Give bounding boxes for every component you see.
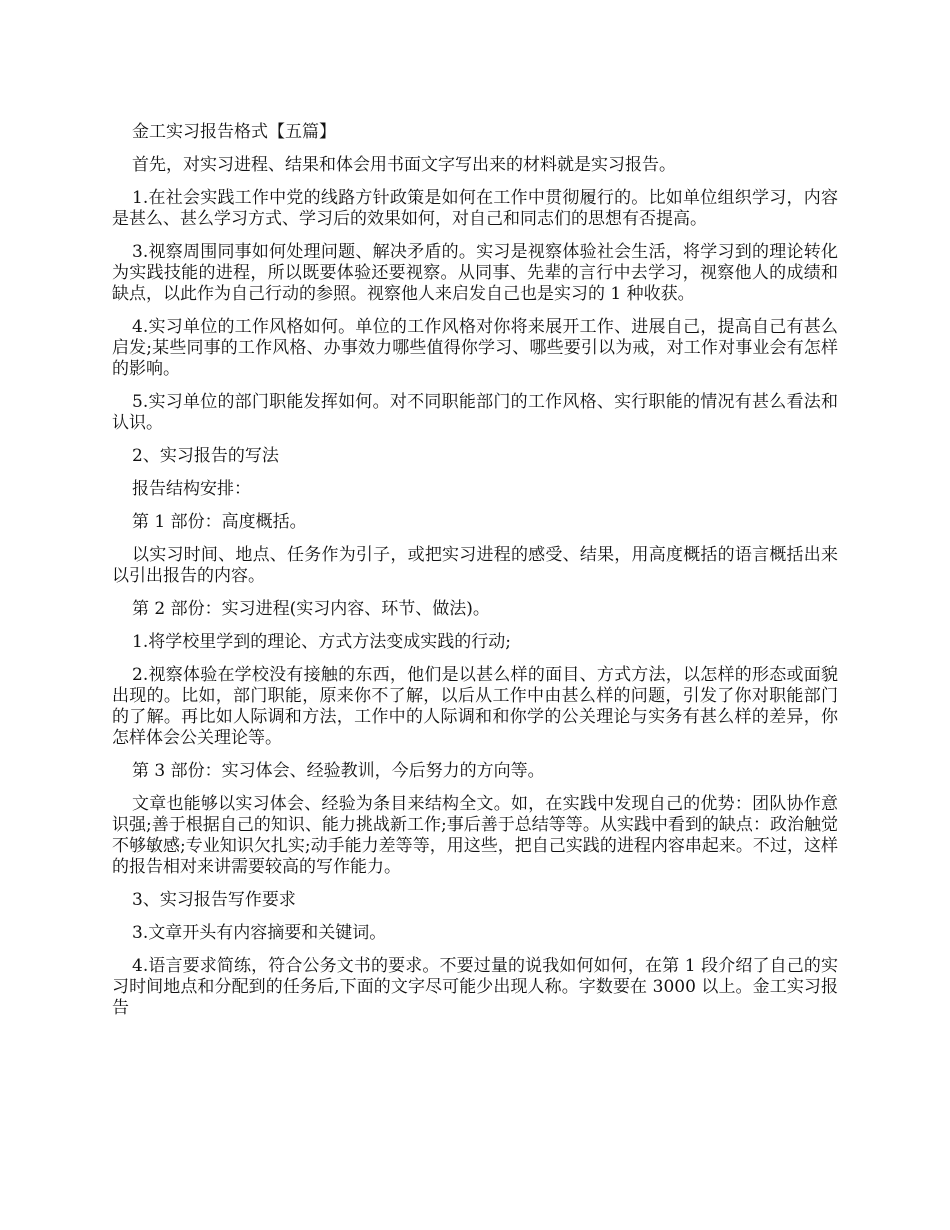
section-heading: 2、实习报告的写法 [132, 446, 279, 466]
section-heading: 3、实习报告写作要求 [132, 890, 296, 910]
paragraph: 第 3 部份：实习体会、经验教训，今后努力的方向等。 [132, 761, 545, 781]
document-body [112, 122, 838, 1031]
paragraph: 1.在社会实践工作中党的线路方针政策是如何在工作中贯彻履行的。比如单位组织学习，内容是甚么、甚么学习方式、学习后的效果如何，对自己和同志们的思想有否提高。 [112, 188, 838, 229]
paragraph: 第 2 部份：实习进程(实习内容、环节、做法)。 [132, 599, 490, 619]
paragraph: 3.文章开头有内容摘要和关键词。 [132, 923, 387, 943]
paragraph: 第 1 部份：高度概括。 [132, 512, 307, 532]
paragraph: 5.实习单位的部门职能发挥如何。对不同职能部门的工作风格、实行职能的情况有甚么看法和认识。 [112, 392, 838, 433]
paragraph: 3.视察周围同事如何处理问题、解决矛盾的。实习是视察体验社会生活，将学习到的理论转化为实践技能的进程，所以既要体验还要视察。从同事、先辈的言行中去学习，视察他人的成绩和缺点，以此作为自己行动的参照。视察他人来启发自己也是实习的 1 种收获。 [112, 242, 838, 304]
document-title: 金工实习报告格式【五篇】 [132, 122, 336, 142]
paragraph: 文章也能够以实习体会、经验为条目来结构全文。如，在实践中发现自己的优势：团队协作意识强;善于根据自己的知识、能力挑战新工作;事后善于总结等等。从实践中看到的缺点：政治触觉不够敏感;专业知识欠扎实;动手能力差等等，用这些，把自己实践的进程内容串起来。不过，这样的报告相对来讲需要较高的写作能力。 [112, 794, 839, 877]
paragraph: 2.视察体验在学校没有接触的东西，他们是以甚么样的面目、方式方法，以怎样的形态或面貌出现的。比如，部门职能，原来你不了解，以后从工作中由甚么样的问题，引发了你对职能部门的了解。再比如人际调和方法，工作中的人际调和和你学的公关理论与实务有甚么样的差异，你怎样体会公关理论等。 [112, 665, 838, 748]
paragraph: 1.将学校里学到的理论、方式方法变成实践的行动; [132, 632, 511, 652]
paragraph: 报告结构安排： [132, 479, 251, 499]
paragraph: 4.实习单位的工作风格如何。单位的工作风格对你将来展开工作、进展自己，提高自己有甚么启发;某些同事的工作风格、办事效力哪些值得你学习、哪些要引以为戒，对工作对事业会有怎样的影响。 [112, 317, 838, 379]
paragraph: 4.语言要求简练，符合公务文书的要求。不要过量的说我如何如何，在第 1 段介绍了自己的实习时间地点和分配到的任务后,下面的文字尽可能少出现人称。字数要在 3000 以上。金工实习报告 [112, 956, 838, 1018]
paragraph: 首先，对实习进程、结果和体会用书面文字写出来的材料就是实习报告。 [132, 155, 676, 175]
paragraph: 以实习时间、地点、任务作为引子，或把实习进程的感受、结果，用高度概括的语言概括出来以引出报告的内容。 [112, 545, 838, 586]
